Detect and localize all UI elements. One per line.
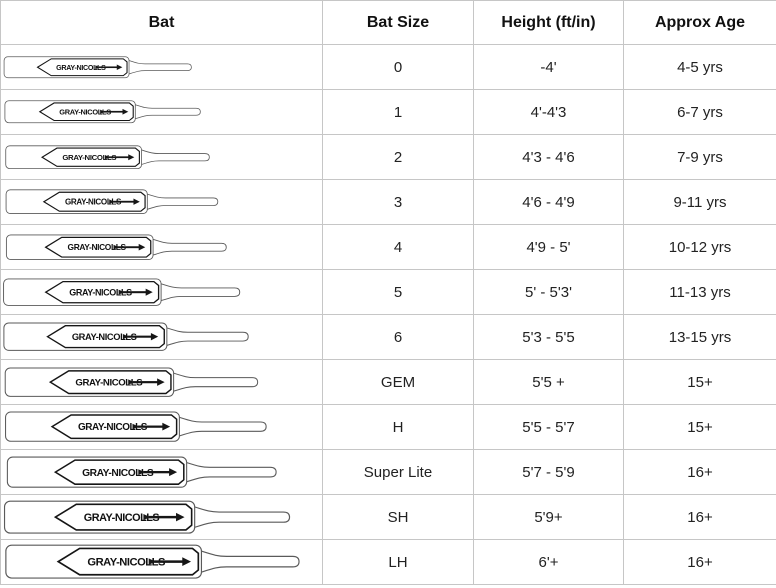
bat-image-cell	[1, 225, 323, 270]
bat-size-cell: 0	[323, 45, 474, 90]
age-cell: 16+	[624, 450, 776, 495]
bat-image-cell	[1, 315, 323, 360]
header-bat: Bat	[1, 1, 323, 45]
age-cell: 11-13 yrs	[624, 270, 776, 315]
table-row	[1, 540, 776, 585]
bat-image-cell	[1, 405, 323, 450]
table-row	[1, 45, 776, 90]
table-row	[1, 405, 776, 450]
height-cell: 5'5 +	[474, 360, 624, 405]
bat-size-cell: Super Lite	[323, 450, 474, 495]
age-cell: 4-5 yrs	[624, 45, 776, 90]
bat-size-cell: 1	[323, 90, 474, 135]
bat-size-cell: 2	[323, 135, 474, 180]
bat-image-cell	[1, 450, 323, 495]
height-cell: -4'	[474, 45, 624, 90]
age-cell: 7-9 yrs	[624, 135, 776, 180]
height-cell: 5'7 - 5'9	[474, 450, 624, 495]
header-bat-size: Bat Size	[323, 1, 474, 45]
table-row	[1, 495, 776, 540]
bat-size-cell: 6	[323, 315, 474, 360]
bat-size-cell: SH	[323, 495, 474, 540]
bat-size-cell: 3	[323, 180, 474, 225]
bat-image-cell	[1, 495, 323, 540]
bat-image-cell	[1, 135, 323, 180]
table-row	[1, 225, 776, 270]
bat-size-cell: LH	[323, 540, 474, 585]
bat-image-cell	[1, 270, 323, 315]
bat-image-cell	[1, 90, 323, 135]
bat-illustration	[1, 145, 219, 170]
bat-image-cell	[1, 540, 323, 585]
height-cell: 4'3 - 4'6	[474, 135, 624, 180]
height-cell: 4'-4'3	[474, 90, 624, 135]
bat-size-cell: GEM	[323, 360, 474, 405]
age-cell: 13-15 yrs	[624, 315, 776, 360]
bat-size-cell: 5	[323, 270, 474, 315]
table-row	[1, 450, 776, 495]
bat-illustration	[1, 189, 228, 215]
table-row	[1, 180, 776, 225]
table-row	[1, 270, 776, 315]
bat-size-cell: H	[323, 405, 474, 450]
bat-illustration	[1, 234, 237, 261]
bat-illustration	[1, 100, 209, 124]
bat-image-cell	[1, 180, 323, 225]
height-cell: 5'5 - 5'7	[474, 405, 624, 450]
age-cell: 9-11 yrs	[624, 180, 776, 225]
bat-illustration	[1, 544, 311, 580]
height-cell: 5'9+	[474, 495, 624, 540]
bat-illustration	[1, 278, 248, 307]
height-cell: 4'6 - 4'9	[474, 180, 624, 225]
table-row	[1, 135, 776, 180]
header-height: Height (ft/in)	[474, 1, 624, 45]
height-cell: 6'+	[474, 540, 624, 585]
bat-illustration	[1, 500, 300, 535]
table-row	[1, 90, 776, 135]
age-cell: 16+	[624, 540, 776, 585]
bat-illustration	[1, 322, 257, 352]
bat-illustration	[1, 456, 289, 489]
header-row	[1, 1, 776, 45]
bat-illustration	[1, 367, 268, 398]
height-cell: 4'9 - 5'	[474, 225, 624, 270]
table-row	[1, 315, 776, 360]
table-row	[1, 360, 776, 405]
bat-illustration	[1, 411, 277, 443]
age-cell: 15+	[624, 360, 776, 405]
bat-size-cell: 4	[323, 225, 474, 270]
bat-image-cell	[1, 360, 323, 405]
bat-image-cell	[1, 45, 323, 90]
height-cell: 5' - 5'3'	[474, 270, 624, 315]
age-cell: 16+	[624, 495, 776, 540]
age-cell: 15+	[624, 405, 776, 450]
age-cell: 10-12 yrs	[624, 225, 776, 270]
header-approx-age: Approx Age	[624, 1, 776, 45]
bat-illustration	[1, 56, 199, 79]
height-cell: 5'3 - 5'5	[474, 315, 624, 360]
age-cell: 6-7 yrs	[624, 90, 776, 135]
